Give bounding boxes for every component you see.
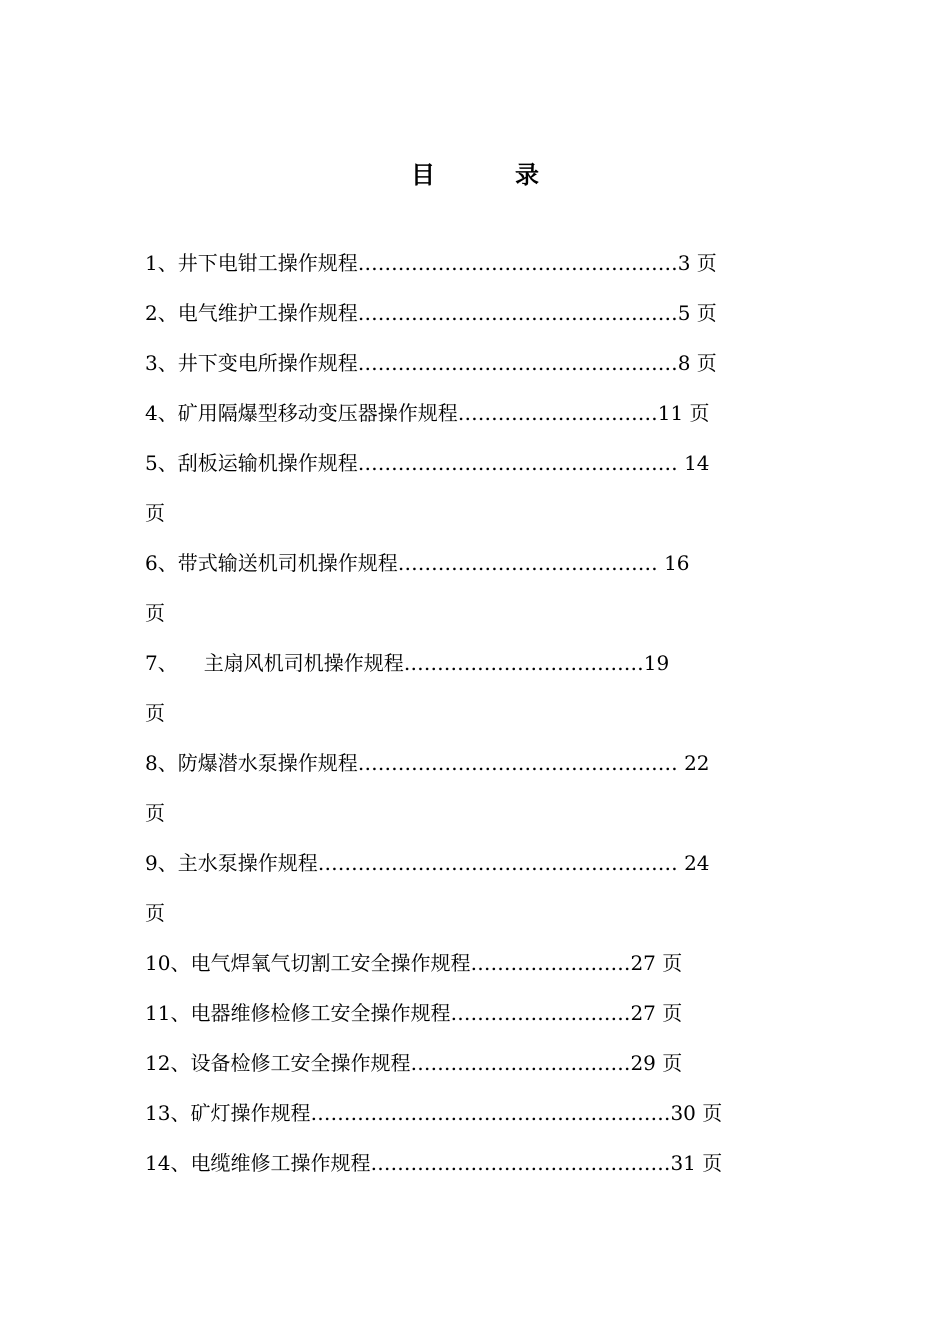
toc-entry-1[interactable]: 1、井下电钳工操作规程…………………………………………3 页: [145, 251, 717, 275]
toc-entry-8-wrap: 页: [145, 801, 165, 825]
toc-entry-7-wrap: 页: [145, 701, 165, 725]
title-part-1: 目: [411, 160, 435, 189]
toc-entry-10[interactable]: 10、电气焊氧气切割工安全操作规程……………………27 页: [145, 951, 683, 975]
toc-entry-8[interactable]: 8、防爆潜水泵操作规程………………………………………… 22: [145, 751, 710, 775]
toc-entry-3[interactable]: 3、井下变电所操作规程…………………………………………8 页: [145, 351, 717, 375]
toc-entry-14[interactable]: 14、电缆维修工操作规程………………………………………31 页: [145, 1151, 723, 1175]
toc-entry-9-wrap: 页: [145, 901, 165, 925]
toc-entry-4[interactable]: 4、矿用隔爆型移动变压器操作规程…………………………11 页: [145, 401, 710, 425]
toc-entry-5[interactable]: 5、刮板运输机操作规程………………………………………… 14: [145, 451, 710, 475]
table-of-contents: [145, 238, 810, 1188]
toc-entry-13[interactable]: 13、矿灯操作规程………………………………………………30 页: [145, 1101, 723, 1125]
toc-entry-7[interactable]: 7、 主扇风机司机操作规程………………………………19: [145, 651, 670, 675]
toc-entry-6[interactable]: 6、带式输送机司机操作规程………………………………… 16: [145, 551, 690, 575]
toc-entry-11[interactable]: 11、电器维修检修工安全操作规程………………………27 页: [145, 1001, 683, 1025]
title-part-2: 录: [515, 160, 539, 189]
toc-entry-6-wrap: 页: [145, 601, 165, 625]
toc-entry-5-wrap: 页: [145, 501, 165, 525]
toc-entry-12[interactable]: 12、设备检修工安全操作规程……………………………29 页: [145, 1051, 683, 1075]
page-title: [0, 155, 950, 190]
toc-entry-2[interactable]: 2、电气维护工操作规程…………………………………………5 页: [145, 301, 717, 325]
toc-entry-7-prefix: 7、: [145, 651, 178, 675]
toc-entry-9[interactable]: 9、主水泵操作规程……………………………………………… 24: [145, 851, 710, 875]
